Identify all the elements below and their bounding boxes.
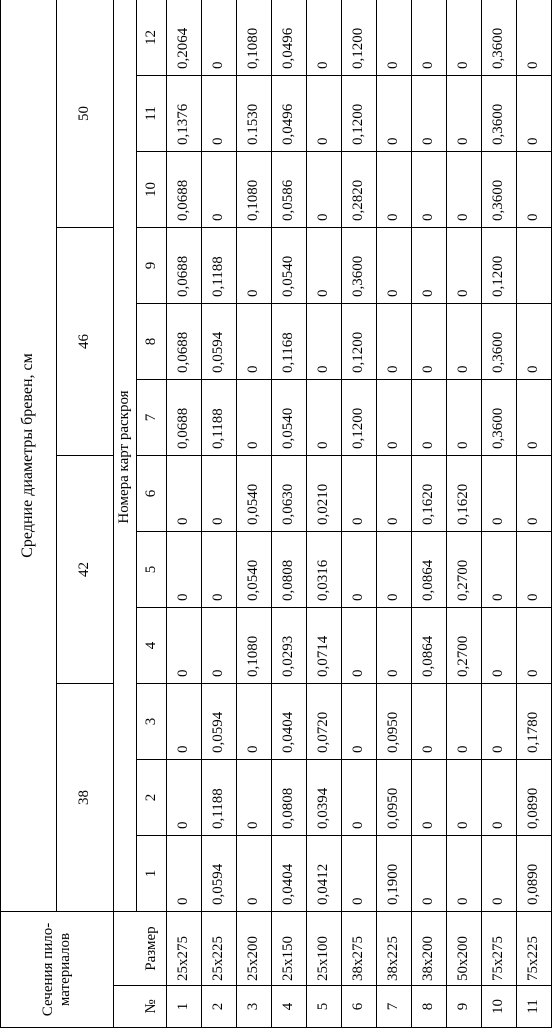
value-cell: 0 bbox=[342, 531, 377, 607]
value-cell: 0,1200 bbox=[482, 227, 517, 303]
value-cell: 0,0808 bbox=[272, 531, 307, 607]
value-cell: 0,1200 bbox=[342, 303, 377, 379]
table-row bbox=[377, 0, 412, 1028]
value-cell: 0,2700 bbox=[447, 531, 482, 607]
value-cell: 0,1188 bbox=[202, 379, 237, 455]
value-cell: 0,3600 bbox=[482, 379, 517, 455]
value-cell: 0,0594 bbox=[202, 683, 237, 759]
value-cell: 0,0316 bbox=[307, 531, 342, 607]
value-cell: 0 bbox=[517, 303, 552, 379]
map-number: 3 bbox=[137, 683, 167, 759]
row-size: 25х100 bbox=[307, 911, 342, 985]
value-cell: 0 bbox=[377, 0, 412, 75]
value-cell: 0,0688 bbox=[167, 303, 202, 379]
value-cell: 0,1200 bbox=[342, 379, 377, 455]
value-cell: 0,0890 bbox=[517, 835, 552, 911]
value-cell: 0 bbox=[482, 759, 517, 835]
value-cell: 0 bbox=[517, 607, 552, 683]
value-cell: 0,3600 bbox=[482, 151, 517, 227]
value-cell: 0,0412 bbox=[307, 835, 342, 911]
value-cell: 0,1080 bbox=[237, 0, 272, 75]
value-cell: 0,0540 bbox=[272, 227, 307, 303]
value-cell: 0 bbox=[412, 151, 447, 227]
row-size: 38х275 bbox=[342, 911, 377, 985]
row-size: 25х275 bbox=[167, 911, 202, 985]
value-cell: 0,0808 bbox=[272, 759, 307, 835]
row-number: 4 bbox=[272, 986, 307, 1028]
table-row bbox=[237, 0, 272, 1028]
cut-maps-header: Номера карт раскроя bbox=[114, 0, 137, 911]
value-cell: 0,0496 bbox=[272, 0, 307, 75]
value-cell: 0,0496 bbox=[272, 75, 307, 151]
row-number: 10 bbox=[482, 986, 517, 1028]
value-cell: 0 bbox=[342, 759, 377, 835]
diameter-42: 42 bbox=[57, 455, 114, 683]
map-number: 1 bbox=[137, 835, 167, 911]
row-number: 9 bbox=[447, 986, 482, 1028]
row-size: 75х225 bbox=[517, 911, 552, 985]
value-cell: 0 bbox=[237, 683, 272, 759]
map-number: 2 bbox=[137, 759, 167, 835]
value-cell: 0,1780 bbox=[517, 683, 552, 759]
value-cell: 0 bbox=[412, 379, 447, 455]
value-cell: 0,1168 bbox=[272, 303, 307, 379]
blank-cell bbox=[114, 986, 137, 1028]
map-number: 12 bbox=[137, 0, 167, 75]
value-cell: 0,0714 bbox=[307, 607, 342, 683]
value-cell: 0,3600 bbox=[482, 0, 517, 75]
table-row bbox=[307, 0, 342, 1028]
value-cell: 0 bbox=[412, 0, 447, 75]
value-cell: 0 bbox=[482, 531, 517, 607]
row-number: 7 bbox=[377, 986, 412, 1028]
value-cell: 0,0540 bbox=[272, 379, 307, 455]
value-cell: 0,1188 bbox=[202, 227, 237, 303]
value-cell: 0 bbox=[377, 227, 412, 303]
table-row bbox=[482, 0, 517, 1028]
value-cell: 0,1620 bbox=[412, 455, 447, 531]
row-number: 2 bbox=[202, 986, 237, 1028]
value-cell: 0,0950 bbox=[377, 683, 412, 759]
value-cell: 0,0594 bbox=[202, 835, 237, 911]
value-cell: 0,3600 bbox=[482, 75, 517, 151]
value-cell: 0 bbox=[517, 379, 552, 455]
value-cell: 0,0594 bbox=[202, 303, 237, 379]
table-row bbox=[167, 0, 202, 1028]
value-cell: 0 bbox=[447, 227, 482, 303]
diameter-38: 38 bbox=[57, 683, 114, 911]
value-cell: 0 bbox=[167, 455, 202, 531]
value-cell: 0 bbox=[377, 379, 412, 455]
value-cell: 0 bbox=[377, 607, 412, 683]
value-cell: 0 bbox=[167, 683, 202, 759]
value-cell: 0,0864 bbox=[412, 607, 447, 683]
map-number: 7 bbox=[137, 379, 167, 455]
value-cell: 0 bbox=[517, 531, 552, 607]
value-cell: 0 bbox=[202, 75, 237, 151]
value-cell: 0,0864 bbox=[412, 531, 447, 607]
value-cell: 0 bbox=[307, 303, 342, 379]
row-number: 8 bbox=[412, 986, 447, 1028]
value-cell: 0,2700 bbox=[447, 607, 482, 683]
value-cell: 0 bbox=[447, 835, 482, 911]
map-number: 6 bbox=[137, 455, 167, 531]
value-cell: 0,0540 bbox=[237, 455, 272, 531]
diameter-50: 50 bbox=[57, 0, 114, 227]
value-cell: 0 bbox=[167, 531, 202, 607]
value-cell: 0,2820 bbox=[342, 151, 377, 227]
diameters-header: Средние диаметры бревен, см bbox=[1, 0, 57, 911]
row-number: 1 bbox=[167, 986, 202, 1028]
row-number: 11 bbox=[517, 986, 552, 1028]
row-size: 75х275 bbox=[482, 911, 517, 985]
map-number: 5 bbox=[137, 531, 167, 607]
value-cell: 0 bbox=[307, 0, 342, 75]
value-cell: 0 bbox=[482, 683, 517, 759]
value-cell: 0,3600 bbox=[482, 303, 517, 379]
value-cell: 0,0720 bbox=[307, 683, 342, 759]
value-cell: 0 bbox=[307, 75, 342, 151]
value-cell: 0 bbox=[237, 379, 272, 455]
value-cell: 0 bbox=[447, 75, 482, 151]
map-number: 8 bbox=[137, 303, 167, 379]
row-number: 3 bbox=[237, 986, 272, 1028]
value-cell: 0 bbox=[342, 683, 377, 759]
table-body bbox=[167, 0, 552, 1028]
map-number: 11 bbox=[137, 75, 167, 151]
value-cell: 0 bbox=[412, 759, 447, 835]
value-cell: 0 bbox=[202, 531, 237, 607]
value-cell: 0 bbox=[377, 303, 412, 379]
size-header: Размер bbox=[137, 911, 167, 985]
value-cell: 0 bbox=[377, 455, 412, 531]
value-cell: 0 bbox=[377, 531, 412, 607]
value-cell: 0 bbox=[482, 455, 517, 531]
row-size: 38х225 bbox=[377, 911, 412, 985]
value-cell: 0,0293 bbox=[272, 607, 307, 683]
value-cell: 0,1620 bbox=[447, 455, 482, 531]
value-cell: 0 bbox=[202, 151, 237, 227]
value-cell: 0 bbox=[167, 835, 202, 911]
value-cell: 0,0688 bbox=[167, 227, 202, 303]
value-cell: 0 bbox=[447, 303, 482, 379]
value-cell: 0,0404 bbox=[272, 835, 307, 911]
table-row bbox=[412, 0, 447, 1028]
table-row bbox=[517, 0, 552, 1028]
value-cell: 0,2064 bbox=[167, 0, 202, 75]
value-cell: 0,1188 bbox=[202, 759, 237, 835]
table-row bbox=[272, 0, 307, 1028]
value-cell: 0,0586 bbox=[272, 151, 307, 227]
value-cell: 0 bbox=[447, 759, 482, 835]
row-number: 5 bbox=[307, 986, 342, 1028]
value-cell: 0 bbox=[342, 607, 377, 683]
value-cell: 0 bbox=[167, 607, 202, 683]
value-cell: 0 bbox=[307, 151, 342, 227]
value-cell: 0,1900 bbox=[377, 835, 412, 911]
value-cell: 0 bbox=[342, 455, 377, 531]
value-cell: 0,1200 bbox=[342, 0, 377, 75]
value-cell: 0,0394 bbox=[307, 759, 342, 835]
value-cell: 0.1530 bbox=[237, 75, 272, 151]
map-number: 10 bbox=[137, 151, 167, 227]
value-cell: 0,1080 bbox=[237, 151, 272, 227]
value-cell: 0 bbox=[447, 151, 482, 227]
value-cell: 0 bbox=[412, 303, 447, 379]
value-cell: 0 bbox=[447, 379, 482, 455]
value-cell: 0 bbox=[517, 455, 552, 531]
value-cell: 0 bbox=[342, 835, 377, 911]
row-size: 25х225 bbox=[202, 911, 237, 985]
value-cell: 0 bbox=[447, 0, 482, 75]
row-size: 25х200 bbox=[237, 911, 272, 985]
diameter-46: 46 bbox=[57, 227, 114, 455]
value-cell: 0 bbox=[202, 0, 237, 75]
no-header: № bbox=[137, 986, 167, 1028]
value-cell: 0 bbox=[447, 683, 482, 759]
value-cell bbox=[517, 227, 552, 303]
value-cell: 0 bbox=[412, 835, 447, 911]
value-cell: 0 bbox=[377, 75, 412, 151]
value-cell: 0,0404 bbox=[272, 683, 307, 759]
value-cell: 0 bbox=[307, 379, 342, 455]
value-cell: 0,0950 bbox=[377, 759, 412, 835]
map-number: 9 bbox=[137, 227, 167, 303]
value-cell: 0 bbox=[517, 0, 552, 75]
row-number: 6 bbox=[342, 986, 377, 1028]
value-cell: 0 bbox=[482, 835, 517, 911]
sections-header: Сечения пило-материалов bbox=[1, 911, 114, 1027]
value-cell: 0,0688 bbox=[167, 379, 202, 455]
value-cell: 0 bbox=[412, 75, 447, 151]
value-cell: 0 bbox=[202, 607, 237, 683]
value-cell: 0 bbox=[237, 303, 272, 379]
row-size: 25х150 bbox=[272, 911, 307, 985]
value-cell: 0 bbox=[202, 455, 237, 531]
value-cell: 0 bbox=[412, 227, 447, 303]
row-size: 38х200 bbox=[412, 911, 447, 985]
value-cell: 0 bbox=[237, 759, 272, 835]
value-cell: 0,1080 bbox=[237, 607, 272, 683]
value-cell: 0,0630 bbox=[272, 455, 307, 531]
value-cell: 0,0688 bbox=[167, 151, 202, 227]
value-cell: 0,3600 bbox=[342, 227, 377, 303]
value-cell: 0 bbox=[237, 227, 272, 303]
value-cell: 0 bbox=[517, 151, 552, 227]
table-row bbox=[447, 0, 482, 1028]
value-cell: 0,0210 bbox=[307, 455, 342, 531]
row-size: 50х200 bbox=[447, 911, 482, 985]
value-cell: 0,0890 bbox=[517, 759, 552, 835]
value-cell: 0 bbox=[412, 683, 447, 759]
map-number: 4 bbox=[137, 607, 167, 683]
blank-cell bbox=[114, 911, 137, 985]
value-cell: 0 bbox=[307, 227, 342, 303]
value-cell: 0 bbox=[167, 759, 202, 835]
value-cell: 0,1200 bbox=[342, 75, 377, 151]
value-cell: 0,0540 bbox=[237, 531, 272, 607]
value-cell: 0 bbox=[482, 607, 517, 683]
table-row bbox=[342, 0, 377, 1028]
table-row bbox=[202, 0, 237, 1028]
value-cell: 0,1376 bbox=[167, 75, 202, 151]
value-cell: 0 bbox=[377, 151, 412, 227]
value-cell: 0 bbox=[517, 75, 552, 151]
value-cell: 0 bbox=[237, 835, 272, 911]
